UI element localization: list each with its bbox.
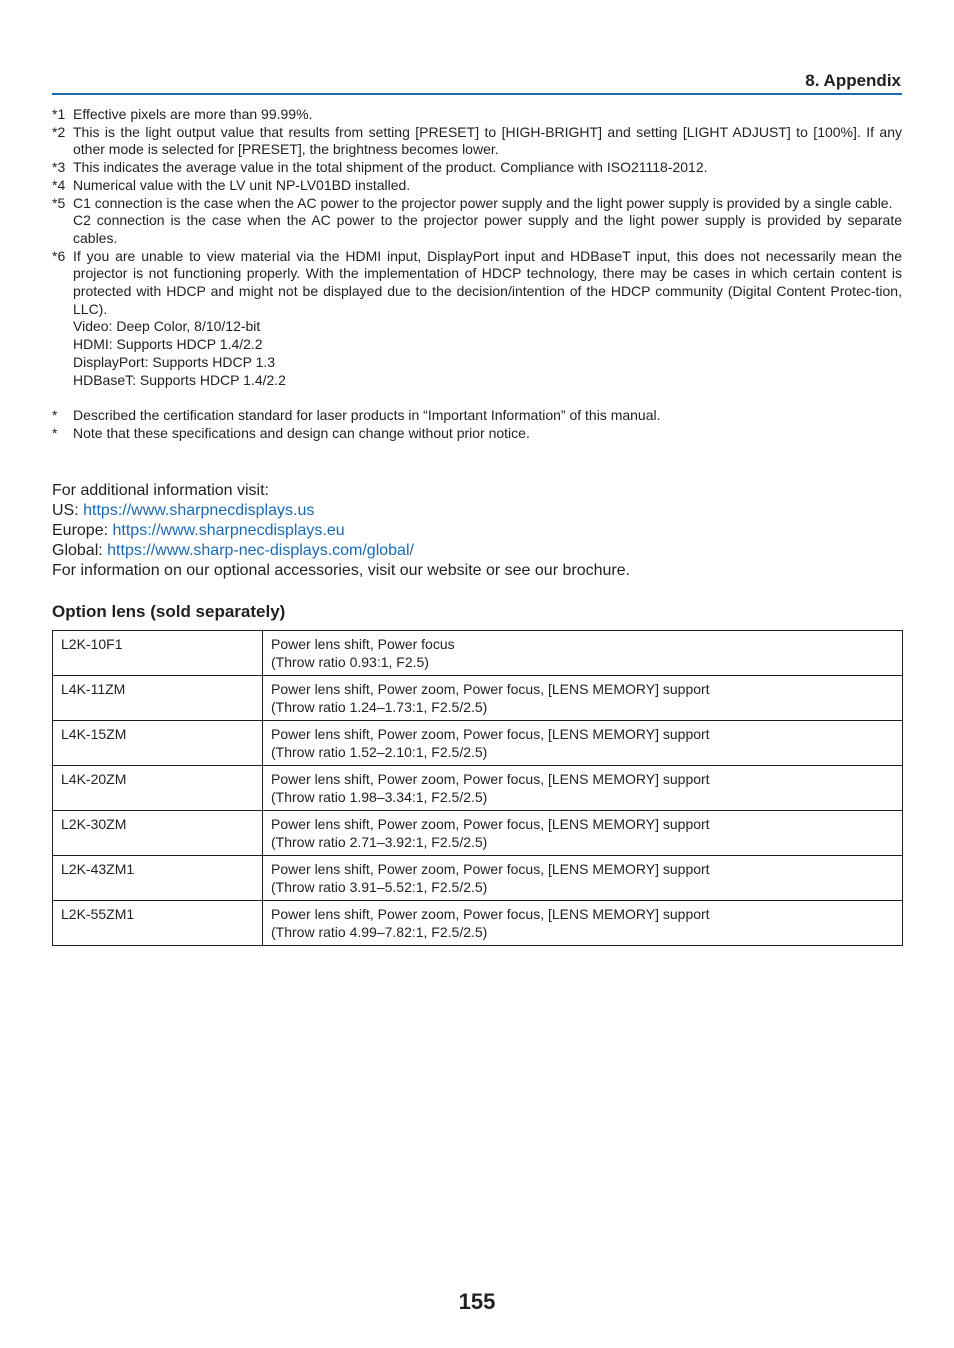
lens-model: L4K-20ZM	[53, 766, 263, 811]
footnote-text: C1 connection is the case when the AC power to the projector power supply and the light power supply is provided by a single cable.	[73, 194, 893, 211]
footnote-marker: *5	[52, 194, 66, 211]
footnote-2	[52, 124, 902, 159]
lens-features: Power lens shift, Power zoom, Power focus, [LENS MEMORY] support	[271, 771, 710, 787]
hdcp-video-line: Video: Deep Color, 8/10/12-bit	[73, 318, 261, 335]
hdcp-hdmi-line: HDMI: Supports HDCP 1.4/2.2	[73, 336, 263, 353]
lens-throw-ratio: (Throw ratio 0.93:1, F2.5)	[271, 654, 429, 670]
lens-description	[263, 676, 903, 721]
us-link[interactable]: https://www.sharpnecdisplays.us	[83, 502, 315, 519]
lens-features: Power lens shift, Power focus	[271, 636, 455, 652]
general-note	[52, 407, 902, 425]
note-text: Note that these specifications and design can change without prior notice.	[73, 424, 530, 441]
note-marker: *	[52, 424, 58, 441]
global-row	[52, 541, 630, 561]
table-row	[53, 856, 903, 901]
footnote-text: Effective pixels are more than 99.99%.	[73, 106, 313, 122]
info-intro: For additional information visit:	[52, 482, 269, 499]
lens-description	[263, 766, 903, 811]
footnote-text: C2 connection is the case when the AC power to the projector power supply and the light power supply is provided by separate cables.	[73, 212, 902, 246]
footnote-marker: *2	[52, 123, 66, 140]
lens-features: Power lens shift, Power zoom, Power focus, [LENS MEMORY] support	[271, 906, 710, 922]
page-number: 155	[458, 1289, 496, 1314]
spacer	[52, 389, 902, 407]
lens-features: Power lens shift, Power zoom, Power focus, [LENS MEMORY] support	[271, 816, 710, 832]
lens-features: Power lens shift, Power zoom, Power focus, [LENS MEMORY] support	[271, 861, 710, 877]
lens-features: Power lens shift, Power zoom, Power focus, [LENS MEMORY] support	[271, 681, 710, 697]
option-lens-title: Option lens (sold separately)	[52, 602, 286, 621]
footnote-text: Numerical value with the LV unit NP-LV01BD installed.	[73, 176, 411, 193]
table-row	[53, 811, 903, 856]
lens-throw-ratio: (Throw ratio 2.71–3.92:1, F2.5/2.5)	[271, 834, 488, 850]
option-lens-table	[52, 630, 903, 946]
footnote-text: This is the light output value that results from setting [PRESET] to [HIGH-BRIGHT] and setting [LIGHT ADJUST] to [100%]. If any other mode is selected for [PRESET], the brightness becomes lower.	[73, 123, 902, 158]
lens-model: L2K-55ZM1	[53, 901, 263, 946]
table-row	[53, 901, 903, 946]
lens-throw-ratio: (Throw ratio 3.91–5.52:1, F2.5/2.5)	[271, 879, 488, 895]
lens-throw-ratio: (Throw ratio 1.98–3.34:1, F2.5/2.5)	[271, 789, 488, 805]
lens-description	[263, 856, 903, 901]
footnote-6	[52, 248, 902, 390]
additional-info	[52, 481, 630, 581]
table-row	[53, 631, 903, 676]
footnote-marker: *3	[52, 159, 66, 176]
lens-features: Power lens shift, Power zoom, Power focus, [LENS MEMORY] support	[271, 726, 710, 742]
europe-label: Europe:	[52, 522, 109, 539]
us-label: US:	[52, 502, 79, 519]
footnote-1	[52, 106, 902, 124]
footnotes-block	[52, 106, 902, 443]
lens-model: L2K-43ZM1	[53, 856, 263, 901]
global-label: Global:	[52, 542, 103, 559]
note-marker: *	[52, 407, 58, 424]
footnote-marker: *6	[52, 247, 66, 264]
section-header-title: 8. Appendix	[805, 71, 901, 90]
footnote-text: If you are unable to view material via the HDMI input, DisplayPort input and HDBaseT input, this does not necessarily mean the projector is not functioning properly. With the implementation of HDCP technology, there may be cases in which certain content is protected with HDCP and might not be displayed due to the decision/intention of the HDCP community (Digital Content Protec-tion, LLC).	[73, 247, 902, 317]
table-row	[53, 676, 903, 721]
lens-description	[263, 811, 903, 856]
global-link[interactable]: https://www.sharp-nec-displays.com/global/	[107, 542, 414, 559]
footnote-4	[52, 177, 902, 195]
note-text: Described the certification standard for laser products in “Important Information” of this manual.	[73, 407, 661, 424]
footnote-5	[52, 195, 902, 248]
lens-throw-ratio: (Throw ratio 4.99–7.82:1, F2.5/2.5)	[271, 924, 488, 940]
hdcp-hdbaset-line: HDBaseT: Supports HDCP 1.4/2.2	[73, 371, 286, 388]
general-note	[52, 425, 902, 443]
europe-link[interactable]: https://www.sharpnecdisplays.eu	[112, 522, 345, 539]
lens-model: L2K-30ZM	[53, 811, 263, 856]
lens-description	[263, 631, 903, 676]
table-row	[53, 766, 903, 811]
lens-description	[263, 721, 903, 766]
us-row	[52, 501, 630, 521]
hdcp-displayport-line: DisplayPort: Supports HDCP 1.3	[73, 353, 276, 370]
footnote-marker: *1	[52, 106, 66, 122]
lens-model: L4K-11ZM	[53, 676, 263, 721]
lens-model: L2K-10F1	[53, 631, 263, 676]
table-row	[53, 721, 903, 766]
lens-model: L4K-15ZM	[53, 721, 263, 766]
footnote-3	[52, 159, 902, 177]
lens-throw-ratio: (Throw ratio 1.52–2.10:1, F2.5/2.5)	[271, 744, 488, 760]
europe-row	[52, 521, 630, 541]
footnote-marker: *4	[52, 176, 66, 193]
header-rule	[52, 93, 902, 95]
footnote-text: This indicates the average value in the total shipment of the product. Compliance with ISO21118-2012.	[73, 159, 708, 176]
lens-description	[263, 901, 903, 946]
lens-throw-ratio: (Throw ratio 1.24–1.73:1, F2.5/2.5)	[271, 699, 488, 715]
accessories-note: For information on our optional accessories, visit our website or see our brochure.	[52, 562, 631, 579]
